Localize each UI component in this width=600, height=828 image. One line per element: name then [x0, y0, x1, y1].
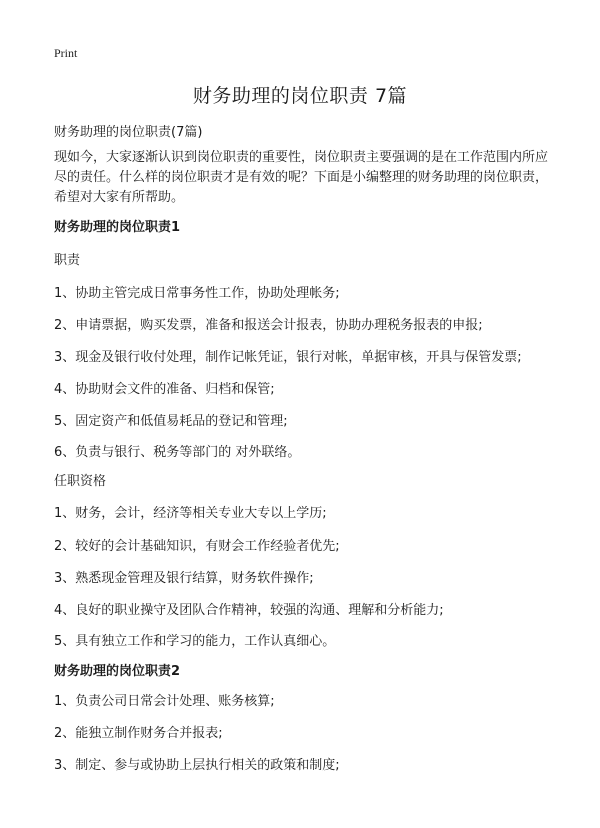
duty-item-3: 3、现金及银行收付处理，制作记帐凭证，银行对帐，单据审核，开具与保管发票;: [54, 350, 522, 365]
document-subtitle: 财务助理的岗位职责(7篇): [54, 125, 203, 140]
section-heading-1: 财务助理的岗位职责1: [54, 220, 181, 235]
qualification-item-4: 4、良好的职业操守及团队合作精神，较强的沟通、理解和分析能力;: [54, 603, 444, 618]
duty-item-6: 6、负责与银行、税务等部门的 对外联络。: [54, 445, 301, 460]
duty-item-1: 1、协助主管完成日常事务性工作，协助处理帐务;: [54, 286, 340, 301]
duty-item-5: 5、固定资产和低值易耗品的登记和管理;: [54, 414, 288, 429]
section-heading-2: 财务助理的岗位职责2: [54, 664, 181, 679]
qualification-item-1: 1、财务，会计，经济等相关专业大专以上学历;: [54, 506, 327, 521]
duty-item-4: 4、协助财会文件的准备、归档和保管;: [54, 382, 275, 397]
section2-item-1: 1、负责公司日常会计处理、账务核算;: [54, 694, 275, 709]
qualifications-label: 任职资格: [54, 474, 107, 489]
qualification-item-2: 2、较好的会计基础知识，有财会工作经验者优先;: [54, 539, 340, 554]
duties-label: 职责: [54, 253, 81, 268]
qualification-item-5: 5、具有独立工作和学习的能力，工作认真细心。: [54, 634, 336, 649]
duty-item-2: 2、申请票据，购买发票，准备和报送会计报表，协助办理税务报表的申报;: [54, 318, 483, 333]
document-title: 财务助理的岗位职责 7篇: [192, 85, 408, 107]
print-link[interactable]: Print: [54, 46, 78, 60]
section2-item-3: 3、制定、参与或协助上层执行相关的政策和制度;: [54, 758, 340, 773]
qualification-item-3: 3、熟悉现金管理及银行结算，财务软件操作;: [54, 571, 314, 586]
intro-paragraph: 现如今，大家逐渐认识到岗位职责的重要性，岗位职责主要强调的是在工作范围内所应尽的责任。什么样的岗位职责才是有效的呢？下面是小编整理的财务助理的岗位职责，希望对大家有所帮助。: [54, 150, 549, 205]
section2-item-2: 2、能独立制作财务合并报表;: [54, 726, 223, 741]
